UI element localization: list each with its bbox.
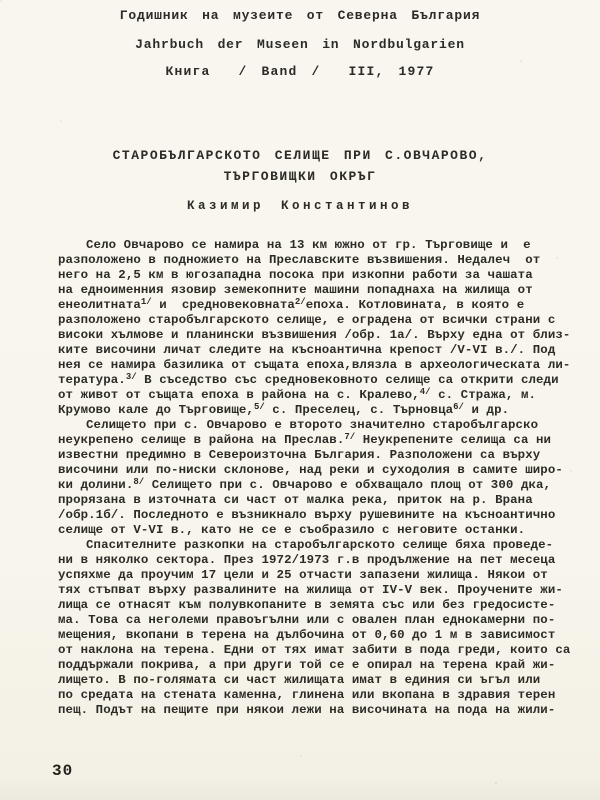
footnote-reference: 7/: [344, 432, 356, 442]
text-line: мещения, вкопани в терена на дълбочина от 0,60 до 1 м в зависимост: [58, 628, 556, 642]
text-line: Спасителните разкопки на старобългарското селище бяха проведе-: [86, 538, 554, 552]
footnote-reference: 8/: [133, 477, 145, 487]
text-line: ма. Това са неголеми правоъгълни или с овален план еднокамерни по-: [58, 613, 556, 627]
text-line: ките височини личат следите на късноантична крепост /V-VI в./. Под: [58, 343, 556, 357]
text-line: енеолитната$^{1/}$ и средновековната$^{2/}$епоха. Котловината, в която е: [58, 297, 525, 312]
page-number: 30: [52, 762, 74, 780]
text-line: тях стъпват върху развалините на жилища от IV-V век. Проучените жи-: [58, 583, 563, 597]
text-line: него на 2,5 км в югозападна посока при изкопни работи за чашата: [58, 268, 533, 282]
article-title-line2: ТЪРГОВИЩКИ ОКРЪГ: [223, 169, 377, 184]
text-line: Крумово кале до Търговище,$^{5/}$ с. Преселец, с. Търновца$^{6/}$ и др.: [58, 402, 510, 417]
volume-year: Книга / Band / III, 1977: [165, 64, 435, 79]
text-line: Село Овчарово се намира на 13 км южно от гр. Търговище и е: [86, 238, 531, 252]
paragraph: [58, 238, 580, 418]
text-line: неукрепено селище в района на Преслав.$^{7/}$ Неукрепените селища са ни: [58, 432, 552, 447]
text-line: пещ. Подът на пещите при някои лежи на височината на пода на жили-: [58, 703, 556, 717]
text-line: от наклона на терена. Едни от тях имат забити в пода греди, които са: [58, 643, 571, 657]
author-name: Казимир Константинов: [186, 199, 414, 213]
text-line: ки долини.$^{8/}$ Селището при с. Овчарово е обхващало площ от 300 дка,: [58, 477, 552, 492]
text-line: разположено в подножието на Преславските възвишения. Недалеч от: [58, 253, 541, 267]
journal-title-german: Jahrbuch der Museen in Nordbulgarien: [135, 37, 465, 52]
text-line: по средата на стената каменна, глинена или вкопана в здравия терен: [58, 688, 556, 702]
text-line: на едноименния язовир земекопните машини попаднаха на жилища от: [58, 283, 533, 297]
text-line: разположено старобългарското селище, е оградена от всички страни с: [58, 313, 556, 327]
paragraph: [58, 418, 580, 538]
footnote-reference: 6/: [453, 402, 464, 412]
text-line: /обр.1б/. Последното е възникнало върху рушевините на късноантично: [58, 508, 556, 522]
text-line: от живот от същата епоха в района на с. Кралево,$^{4/}$ с. Стража, м.: [58, 387, 537, 402]
paper-speckles: [0, 0, 2, 2]
text-line: поддържали покрива, а при други той се е опирал на терена край жи-: [58, 658, 556, 672]
paragraph: [58, 538, 580, 718]
body-text: [58, 238, 580, 718]
text-line: лището. В по-голямата си част жилищата имат в единия си ъгъл или: [58, 673, 541, 687]
text-line: успяхме да проучим 17 цели и 25 отчасти запазени жилища. Някои от: [58, 568, 548, 582]
footnote-reference: 5/: [253, 402, 265, 412]
journal-title-bulgarian: Годишник на музеите от Северна България: [119, 8, 481, 23]
text-line: лища се отнасят към полувкопаните в земята със или без гредосисте-: [58, 598, 556, 612]
footnote-reference: 3/: [125, 372, 137, 382]
text-line: прорязана в източната си част от малка река, приток на р. Врана: [58, 493, 533, 507]
text-line: височини или по-ниски склонове, над реки и суходолия в самите широ-: [58, 463, 563, 477]
footnote-reference: 4/: [419, 387, 431, 397]
text-line: селище от V-VI в., като не се е съобразило с неговите останки.: [58, 523, 526, 537]
footnote-reference: 1/: [140, 297, 152, 307]
text-line: нея се намира базилика от същата епоха,влязла в археологическата ли-: [58, 358, 571, 372]
footnote-reference: 2/: [294, 297, 306, 307]
article-title-line1: СТАРОБЪЛГАРСКОТО СЕЛИЩЕ ПРИ С.ОВЧАРОВО,: [112, 148, 488, 163]
text-line: известни предимно в Североизточна България. Разположени са върху: [58, 448, 541, 462]
text-line: високи хълмове и планински възвишения /обр. 1а/. Върху една от близ-: [58, 328, 571, 342]
text-line: тература.$^{3/}$ В съседство със средновековното селище са открити следи: [58, 372, 559, 387]
text-line: ни в няколко сектора. През 1972/1973 г.в продължение на пет месеца: [58, 553, 556, 567]
text-line: Селището при с. Овчарово е второто значително старобългарско: [86, 418, 539, 432]
